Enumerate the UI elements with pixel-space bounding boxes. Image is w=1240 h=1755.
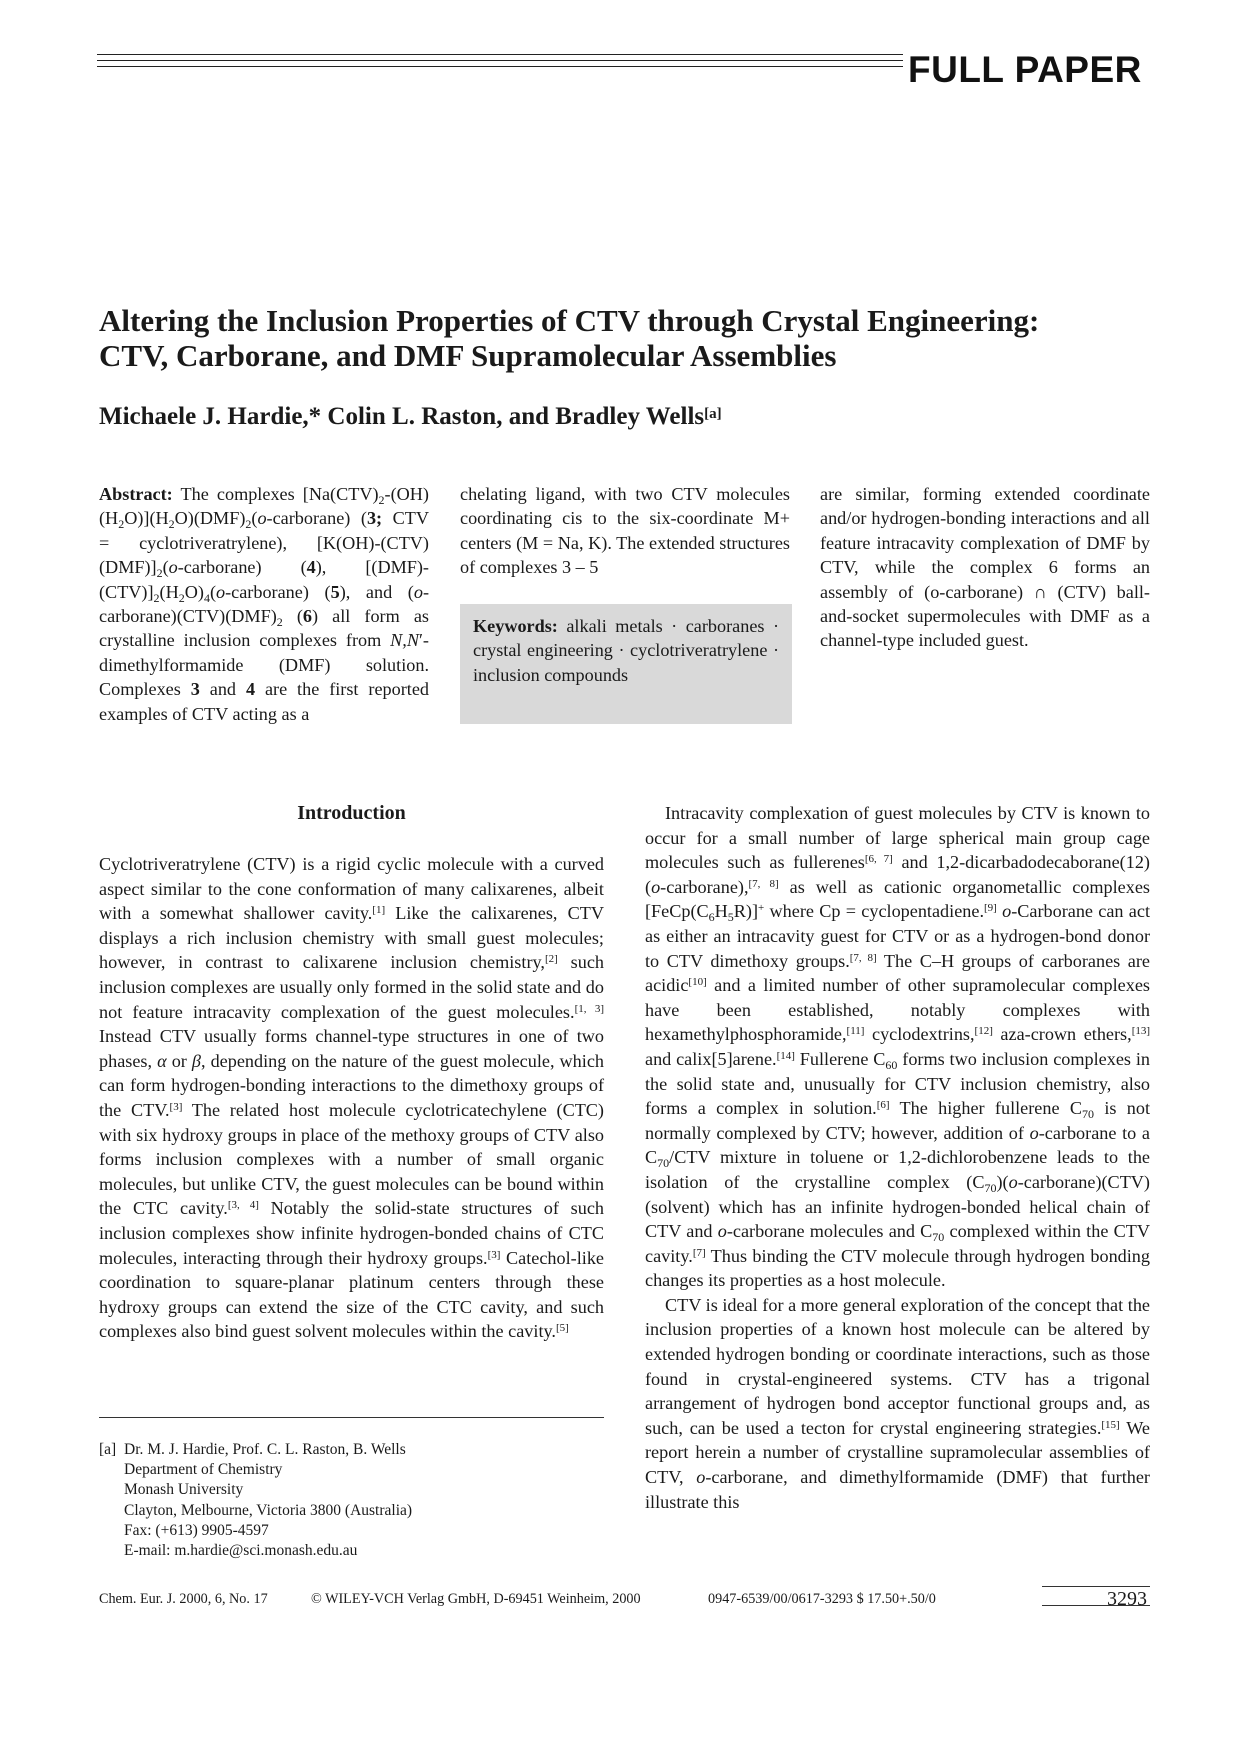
intro-paragraph-3: CTV is ideal for a more general exploration of the concept that the inclusion properties of a known host molecule can be altered by extended hydrogen bonding or coordinate interactions, such as those found in crystal-engineered systems. CTV has a trigonal arrangement of hydrogen bond acceptor functional groups and, as such, can be used a tecton for crystal engineering strategies.[15] We report herein a number of crystalline supramolecular assemblies of CTV, o-carborane, and dimethylformamide (DMF) that further illustrate this bbox=[645, 1294, 1151, 1512]
running-head: FULL PAPER bbox=[908, 49, 1142, 90]
affiliation-line: Monash University bbox=[124, 1481, 244, 1499]
intro-paragraph-1: Cyclotriveratrylene (CTV) is a rigid cyclic molecule with a curved aspect similar to the cone conformation of many calixarenes, albeit with a somewhat shallower cavity.[1] Like the calixarenes, CTV displays a rich inclusion chemistry with small guest molecules; however, in contrast to calixarene inclusion chemistry,[2] such inclusion complexes are usually only formed in the solid state and do not feature intracavity complexation of the guest molecules.[1, 3] Instead CTV usually forms channel-type structures in one of two phases, α or β, depending on the nature of the guest molecule, which can form hydrogen-bonding interactions to the dimethoxy groups of the CTV.[3] The related host molecule cyclotricatechylene (CTC) with six hydroxy groups in place of the methoxy groups of CTV also forms inclusion complexes with a number of small organic molecules, but unlike CTV, the guest molecules can be bound within the CTC cavity.[3, 4] Notably the solid-state structures of such inclusion complexes show infinite hydrogen-bonded chains of CTC molecules, interacting through their hydroxy groups.[3] Catechol-like coordination to square-planar platinum centers through these hydroxy groups can extend the size of the CTC cavity, and such complexes also bind guest solvent molecules within the cavity.[5] bbox=[99, 854, 604, 1342]
footer-copyright: © WILEY-VCH Verlag GmbH, D-69451 Weinheim, 2000 bbox=[311, 1591, 641, 1607]
affiliation-tag: [a] bbox=[99, 1441, 117, 1458]
footer-code: 0947-6539/00/0617-3293 $ 17.50+.50/0 bbox=[708, 1591, 936, 1607]
header-rule bbox=[97, 54, 903, 72]
abstract-column-2 bbox=[460, 482, 790, 580]
page-number: 3293 bbox=[1107, 1588, 1147, 1610]
footer-journal: Chem. Eur. J. 2000, 6, No. 17 bbox=[99, 1591, 268, 1607]
affiliation-line: Clayton, Melbourne, Victoria 3800 (Australia) bbox=[124, 1501, 413, 1519]
keywords-label: Keywords: bbox=[473, 616, 558, 636]
affiliation-email[interactable]: E-mail: m.hardie@sci.monash.edu.au bbox=[124, 1542, 358, 1560]
title-line-1: Altering the Inclusion Properties of CTV through Crystal Engineering: bbox=[99, 303, 1040, 338]
abstract-column-1: Abstract: The complexes $[Na(CTV)_2-(OH)(H_2O)](H_2O)(DMF)_2(o-carborane)$ (3; CTV = cyclotriveratrylene), $[K(OH)-(CTV)(DMF)]_2(o-carborane)$ (4), $[(DMF)-(CTV)]_2(H_2O)_4(o-carborane)$ (5), and $(o-carborane)(CTV)(DMF)_2$ (6) all form as crystalline inclusion complexes from N,N′-dimethylformamide (DMF) solution. Complexes 3 and 4 are the first reported examples of CTV acting as a bbox=[99, 484, 430, 724]
keywords-box bbox=[460, 604, 792, 724]
abstract-text-3: are similar, forming extended coordinate and/or hydrogen-bonding interactions and all feature intracavity complexation of DMF by CTV, while the complex 6 forms an assembly of (o-carborane) ∩ (CTV) ball-and-socket supermolecules with DMF as a channel-type included guest. bbox=[820, 484, 1150, 651]
footnote-rule bbox=[99, 1417, 604, 1418]
body-column-left bbox=[99, 852, 604, 1344]
section-heading: Introduction bbox=[297, 802, 406, 824]
affiliation-line: Fax: (+613) 9905-4597 bbox=[124, 1521, 269, 1539]
intro-paragraph-2: Intracavity complexation of guest molecules by CTV is known to occur for a small number of large spherical main group cage molecules such as fullerenes[6, 7] and 1,2-dicarbadodecaborane(12) (o-carborane),[7, 8] as well as cationic organometallic complexes $[FeCp(C_6H_5R)]^+$ where Cp = cyclopentadiene.[9] o-Carborane can act as either an intracavity guest for CTV or as a hydrogen-bond donor to CTV dimethoxy groups.[7, 8] The C–H groups of carboranes are acidic[10] and a limited number of other supramolecular complexes have been established, notably complexes with hexamethylphosphoramide,[11] cyclodextrins,[12] aza-crown ethers,[13] and calix[5]arene.[14] Fullerene $C_{60}$ forms two inclusion complexes in the solid state and, unusually for CTV inclusion chemistry, also forms a complex in solution.[6] The higher fullerene $C_{70}$ is not normally complexed by CTV; however, addition of o-carborane to a $C_{70}$/CTV mixture in toluene or 1,2-dichlorobenzene leads to the isolation of the crystalline complex $(C_{70})(o-carborane)(CTV)(solvent)$ which has an infinite hydrogen-bonded helical chain of CTV and o-carborane molecules and $C_{70}$ complexed within the CTV cavity.[7] Thus binding the CTV molecule through hydrogen bonding changes its properties as a host molecule. bbox=[645, 803, 1151, 1291]
affiliation-mark: [a] bbox=[704, 406, 722, 422]
abstract-column-3 bbox=[820, 482, 1150, 653]
article-title bbox=[99, 303, 1149, 373]
affiliation-line: Department of Chemistry bbox=[124, 1461, 283, 1479]
abstract-label: Abstract: bbox=[99, 484, 173, 504]
author-names: Michaele J. Hardie,* Colin L. Raston, and Bradley Wells bbox=[99, 403, 705, 430]
author-list bbox=[99, 403, 722, 431]
body-column-right bbox=[645, 801, 1150, 1514]
title-line-2: CTV, Carborane, and DMF Supramolecular Assemblies bbox=[99, 338, 837, 373]
affiliation-line: Dr. M. J. Hardie, Prof. C. L. Raston, B. Wells bbox=[124, 1441, 406, 1458]
keywords-list: alkali metals · carboranes · crystal engineering · cyclotriveratrylene · inclusion compounds bbox=[473, 616, 780, 685]
abstract-text-2: chelating ligand, with two CTV molecules coordinating cis to the six-coordinate M+ centers (M = Na, K). The extended structures of complexes 3 – 5 bbox=[460, 484, 790, 578]
